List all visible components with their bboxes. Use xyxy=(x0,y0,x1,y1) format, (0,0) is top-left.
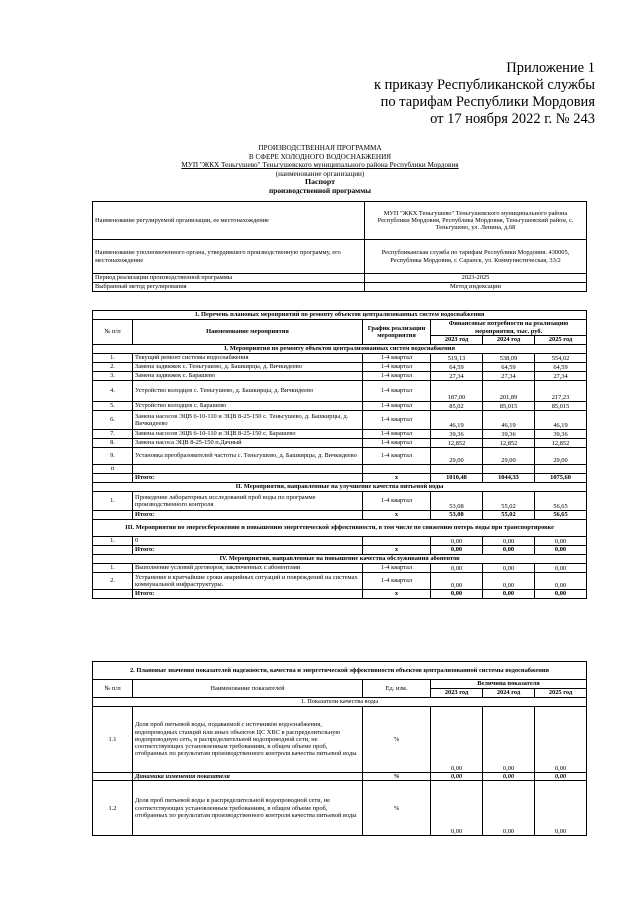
measures-total-blank xyxy=(93,546,133,555)
organization-name: МУП "ЖКХ Теньгушево" Теньгушевского муниципального района Республики Мордовия xyxy=(181,161,459,170)
measures-year-2023: 2023 год xyxy=(431,336,483,345)
measures-total-schedule: х xyxy=(363,590,431,599)
measures-col-num: № п/п xyxy=(93,320,133,345)
passport-value: Республиканская служба по тарифам Республики Мордовия. 430005, Республика Мордовия, г. Саранск, ул. Коммунистическая, 33/2 xyxy=(365,240,587,274)
indicators-col-value: Величина показателя xyxy=(431,680,587,689)
measure-schedule xyxy=(363,465,431,474)
measures-total-label: Итого: xyxy=(133,590,363,599)
measures-total-row xyxy=(93,511,587,520)
measure-cost-2023: 519,13 xyxy=(431,354,483,363)
passport-label: Наименование уполномоченного органа, утвердившего производственную программу, его местонахождение xyxy=(93,240,365,274)
indicators-col-name: Наименование показателей xyxy=(133,680,363,698)
measure-number: 6. xyxy=(93,411,133,430)
measures-total-row xyxy=(93,590,587,599)
measure-cost-2024: 64,59 xyxy=(483,363,535,372)
measure-cost-2024: 46,19 xyxy=(483,411,535,430)
measures-group-title: I. Мероприятия по ремонту объектов централизованных систем водоснабжения xyxy=(93,345,587,354)
measure-cost-2023: 27,34 xyxy=(431,372,483,381)
passport-value: Метод индексации xyxy=(365,283,587,292)
passport-title: Паспорт xyxy=(305,177,335,187)
measures-year-2025: 2025 год xyxy=(535,336,587,345)
measures-total-schedule: х xyxy=(363,511,431,520)
measure-row xyxy=(93,402,587,411)
indicators-year-2023: 2023 год xyxy=(431,689,483,698)
indicators-group-title: 1. Показатели качества воды xyxy=(93,698,587,707)
measures-total-label: Итого: xyxy=(133,511,363,520)
measure-name xyxy=(133,465,363,474)
indicator-value-2023: 0,00 xyxy=(431,707,483,773)
measure-schedule: 1-4 квартал xyxy=(363,354,431,363)
measure-name: 0 xyxy=(133,537,363,546)
measure-name: Выполнение условий договоров, заключенных с абонентами xyxy=(133,564,363,573)
measure-row xyxy=(93,564,587,573)
measure-cost-2024: 0,00 xyxy=(483,564,535,573)
measures-table xyxy=(92,310,587,599)
measure-cost-2025: 56,65 xyxy=(535,492,587,511)
measure-name: Устройство колодцев с. Теньгушево, д. Башкирцы, д. Вичкидеево xyxy=(133,381,363,402)
measures-group-title-row xyxy=(93,520,587,537)
measure-name: Замена задвижек с. Теньгушево, д. Башкирцы, д. Вичкидеево xyxy=(133,363,363,372)
measures-total-2024: 1044,33 xyxy=(483,474,535,483)
indicator-name: Динамика изменения показателя xyxy=(133,773,363,781)
measures-total-2025: 1075,60 xyxy=(535,474,587,483)
measure-row xyxy=(93,492,587,511)
measures-group-title: IV. Мероприятия, направленные на повышение качества обслуживания абонентов xyxy=(93,555,587,564)
measure-cost-2024: 85,015 xyxy=(483,402,535,411)
measure-cost-2025: 39,36 xyxy=(535,430,587,439)
measure-cost-2023: 187,00 xyxy=(431,381,483,402)
measure-schedule: 1-4 квартал xyxy=(363,372,431,381)
indicator-number xyxy=(93,773,133,781)
passport-label: Наименование регулируемой организации, ее местонахождение xyxy=(93,202,365,240)
measure-name: Устранение в кратчайшие сроки аварийных ситуаций и повреждений на системах коммунальной инфраструктуры. xyxy=(133,573,363,590)
measures-total-blank xyxy=(93,511,133,520)
measure-row xyxy=(93,439,587,448)
measure-cost-2024: 12,852 xyxy=(483,439,535,448)
measure-number: 8. xyxy=(93,439,133,448)
measures-total-2023: 53,08 xyxy=(431,511,483,520)
measure-row xyxy=(93,537,587,546)
measure-cost-2025: 217,23 xyxy=(535,381,587,402)
measure-cost-2023: 0,00 xyxy=(431,537,483,546)
measure-cost-2024: 0,00 xyxy=(483,573,535,590)
measure-row xyxy=(93,573,587,590)
measure-name: Замена насосов ЭЦВ 6-10-110 и ЭЦВ 8-25-150 с. Барашево xyxy=(133,430,363,439)
passport-row xyxy=(93,274,587,283)
measure-number: п xyxy=(93,465,133,474)
measure-schedule: 1-4 квартал xyxy=(363,492,431,511)
measure-schedule: 1-4 квартал xyxy=(363,411,431,430)
passport-label: Период реализации производственной программы xyxy=(93,274,365,283)
measure-number: 2. xyxy=(93,573,133,590)
indicator-number: 1.2 xyxy=(93,781,133,836)
measures-col-schedule: График реализации мероприятия xyxy=(363,320,431,345)
measure-row xyxy=(93,363,587,372)
measure-number: 3. xyxy=(93,372,133,381)
measure-number: 1. xyxy=(93,537,133,546)
measure-cost-2023: 29,00 xyxy=(431,448,483,465)
measure-schedule: 1-4 квартал xyxy=(363,430,431,439)
measure-cost-2024: 39,36 xyxy=(483,430,535,439)
measure-number: 1. xyxy=(93,492,133,511)
measure-number: 2. xyxy=(93,363,133,372)
measure-cost-2024: 27,34 xyxy=(483,372,535,381)
measures-total-2024: 0,00 xyxy=(483,590,535,599)
measures-total-label: Итого: xyxy=(133,546,363,555)
measures-col-name: Наименование мероприятия xyxy=(133,320,363,345)
measures-total-row xyxy=(93,474,587,483)
measure-number: 9. xyxy=(93,448,133,465)
indicator-value-2025: 0,00 xyxy=(535,773,587,781)
measure-number: 1. xyxy=(93,564,133,573)
measures-total-schedule: х xyxy=(363,546,431,555)
measures-total-schedule: х xyxy=(363,474,431,483)
indicators-section-title: 2. Плановые значения показателей надежности, качества и энергетической эффективности объектов централизованной системы водоснабжения xyxy=(93,662,587,680)
measure-name: Замена насоса ЭЦВ 8-25-150 п.Дачный xyxy=(133,439,363,448)
program-title-1: ПРОИЗВОДСТВЕННАЯ ПРОГРАММА xyxy=(258,144,382,152)
measure-name: Проведение лабораторных исследований проб воды по программе производственного контроля xyxy=(133,492,363,511)
measure-cost-2023: 12,852 xyxy=(431,439,483,448)
measure-cost-2025: 0,00 xyxy=(535,537,587,546)
indicator-value-2023: 0,00 xyxy=(431,781,483,836)
measures-group-title: III. Мероприятия по энергосбережению и повышению энергетической эффективности, в том числе по снижению потерь воды при транспортировке xyxy=(93,520,587,537)
indicators-table xyxy=(92,661,587,836)
measure-cost-2023: 85,02 xyxy=(431,402,483,411)
measure-row xyxy=(93,381,587,402)
measure-row xyxy=(93,372,587,381)
measure-cost-2023: 39,36 xyxy=(431,430,483,439)
passport-subtitle: производственной программы xyxy=(268,185,372,195)
program-title-2: В СФЕРЕ ХОЛОДНОГО ВОДОСНАБЖЕНИЯ xyxy=(248,152,392,161)
measure-cost-2025: 0,00 xyxy=(535,573,587,590)
measure-row xyxy=(93,411,587,430)
indicator-value-2023: 0,00 xyxy=(431,773,483,781)
organization-caption: (наименование организации) xyxy=(275,169,365,178)
measures-group-title-row xyxy=(93,555,587,564)
indicator-value-2024: 0,00 xyxy=(483,773,535,781)
measures-group-title: II. Мероприятия, направленные на улучшение качества питьевой воды xyxy=(93,483,587,492)
appendix-line-2: к приказу Республиканской службы xyxy=(373,77,595,93)
measure-schedule: 1-4 квартал xyxy=(363,439,431,448)
indicator-row xyxy=(93,773,587,781)
measures-total-2025: 56,65 xyxy=(535,511,587,520)
measure-schedule: 1-4 квартал xyxy=(363,363,431,372)
measure-number: 1. xyxy=(93,354,133,363)
measures-total-2023: 0,00 xyxy=(431,590,483,599)
measure-cost-2025: 0,00 xyxy=(535,564,587,573)
measures-section-title: 1. Перечень плановых мероприятий по ремонту объектов централизованных систем водоснабжения xyxy=(93,311,587,320)
measure-cost-2025: 27,34 xyxy=(535,372,587,381)
measure-cost-2025: 554,02 xyxy=(535,354,587,363)
indicators-col-unit: Ед. изм. xyxy=(363,680,431,698)
measure-name: Устройство колодцев с. Барашево xyxy=(133,402,363,411)
measure-cost-2023: 53,08 xyxy=(431,492,483,511)
passport-row xyxy=(93,283,587,292)
indicator-number: 1.1 xyxy=(93,707,133,773)
measure-row xyxy=(93,354,587,363)
measures-year-2024: 2024 год xyxy=(483,336,535,345)
measures-total-label: Итого: xyxy=(133,474,363,483)
measure-cost-2023: 64,59 xyxy=(431,363,483,372)
appendix-line-1: Приложение 1 xyxy=(506,60,595,76)
indicator-name: Доля проб питьевой воды, подаваемой с источников водоснабжения, водопроводных станций или иных объектов ЦС ХВС в распределительную водопроводную сеть, в распределительной водопроводной сети, не соответствующих установленным требованиям, в общем объеме проб, отобранных по результатам производственного контроля качества питьевой воды xyxy=(133,707,363,773)
measures-group-title-row xyxy=(93,345,587,354)
measure-name: Замена задвижек с. Барашево xyxy=(133,372,363,381)
measures-total-row xyxy=(93,546,587,555)
measure-schedule: 1-4 квартал xyxy=(363,402,431,411)
program-title xyxy=(90,144,550,196)
indicator-value-2024: 0,00 xyxy=(483,707,535,773)
measures-total-2024: 55,02 xyxy=(483,511,535,520)
measures-total-2025: 0,00 xyxy=(535,590,587,599)
measure-cost-2024: 29,00 xyxy=(483,448,535,465)
measure-cost-2025: 85,015 xyxy=(535,402,587,411)
measures-group-title-row xyxy=(93,483,587,492)
indicator-value-2025: 0,00 xyxy=(535,781,587,836)
measure-cost-2024: 538,09 xyxy=(483,354,535,363)
indicator-name: Доля проб питьевой воды в распределительной водопроводной сети, не соответствующих установленным требованиям, в общем объеме проб, отобранных по результатам производственного контроля качества питьевой воды xyxy=(133,781,363,836)
measure-name: Замена насосов ЭЦВ 6-10-110 и ЭЦВ 8-25-150 с. Теньгушево, д. Башкирцы, д. Вичкидеево xyxy=(133,411,363,430)
measure-cost-2025: 29,00 xyxy=(535,448,587,465)
measure-cost-2025: 46,19 xyxy=(535,411,587,430)
measure-cost-2024: 201,89 xyxy=(483,381,535,402)
passport-label: Выбранный метод регулирования xyxy=(93,283,365,292)
passport-row xyxy=(93,240,587,274)
measure-cost-2023: 46,19 xyxy=(431,411,483,430)
measure-row xyxy=(93,465,587,474)
measures-total-2024: 0,00 xyxy=(483,546,535,555)
indicators-col-num: № п/п xyxy=(93,680,133,698)
indicator-value-2024: 0,00 xyxy=(483,781,535,836)
indicator-unit: % xyxy=(363,707,431,773)
measure-schedule: 1-4 квартал xyxy=(363,381,431,402)
appendix-line-4: от 17 ноября 2022 г. № 243 xyxy=(430,111,595,127)
measures-col-finance: Финансовые потребности на реализацию мероприятия, тыс. руб. xyxy=(431,320,587,336)
indicators-year-2025: 2025 год xyxy=(535,689,587,698)
indicator-unit: % xyxy=(363,781,431,836)
measure-cost-2024 xyxy=(483,465,535,474)
measure-cost-2023: 0,00 xyxy=(431,564,483,573)
appendix-header xyxy=(300,60,595,128)
measures-total-2025: 0,00 xyxy=(535,546,587,555)
measure-number: 7. xyxy=(93,430,133,439)
measures-total-2023: 0,00 xyxy=(431,546,483,555)
passport-value: МУП "ЖКХ Теньгушево" Теньгушевского муниципального района Республики Мордовия, Республика Мордовия, Теньгушевский район, с. Теньгушево, ул. Ленина, д.68 xyxy=(365,202,587,240)
measure-row xyxy=(93,448,587,465)
measure-schedule: 1-4 квартал xyxy=(363,564,431,573)
measures-total-2023: 1010,48 xyxy=(431,474,483,483)
passport-row xyxy=(93,202,587,240)
measure-cost-2024: 55,02 xyxy=(483,492,535,511)
measure-number: 4. xyxy=(93,381,133,402)
measure-cost-2025 xyxy=(535,465,587,474)
indicator-row xyxy=(93,781,587,836)
indicators-year-2024: 2024 год xyxy=(483,689,535,698)
passport-value: 2023-2025 xyxy=(365,274,587,283)
measure-name: Текущий ремонт системы водоснабжения xyxy=(133,354,363,363)
measure-cost-2025: 64,59 xyxy=(535,363,587,372)
indicator-unit: % xyxy=(363,773,431,781)
indicator-row xyxy=(93,707,587,773)
measure-schedule: 1-4 квартал xyxy=(363,573,431,590)
measures-total-blank xyxy=(93,590,133,599)
measure-cost-2023 xyxy=(431,465,483,474)
measure-schedule xyxy=(363,537,431,546)
measure-number: 5. xyxy=(93,402,133,411)
indicator-value-2025: 0,00 xyxy=(535,707,587,773)
measure-cost-2024: 0,00 xyxy=(483,537,535,546)
measure-schedule: 1-4 квартал xyxy=(363,448,431,465)
measure-name: Установка преобразователей частоты с. Теньгушево, д. Башкирцы, д. Вичкидеево xyxy=(133,448,363,465)
passport-table xyxy=(92,201,587,292)
measure-cost-2023: 0,00 xyxy=(431,573,483,590)
measure-cost-2025: 12,852 xyxy=(535,439,587,448)
measure-row xyxy=(93,430,587,439)
measures-total-blank xyxy=(93,474,133,483)
appendix-line-3: по тарифам Республики Мордовия xyxy=(380,94,595,110)
